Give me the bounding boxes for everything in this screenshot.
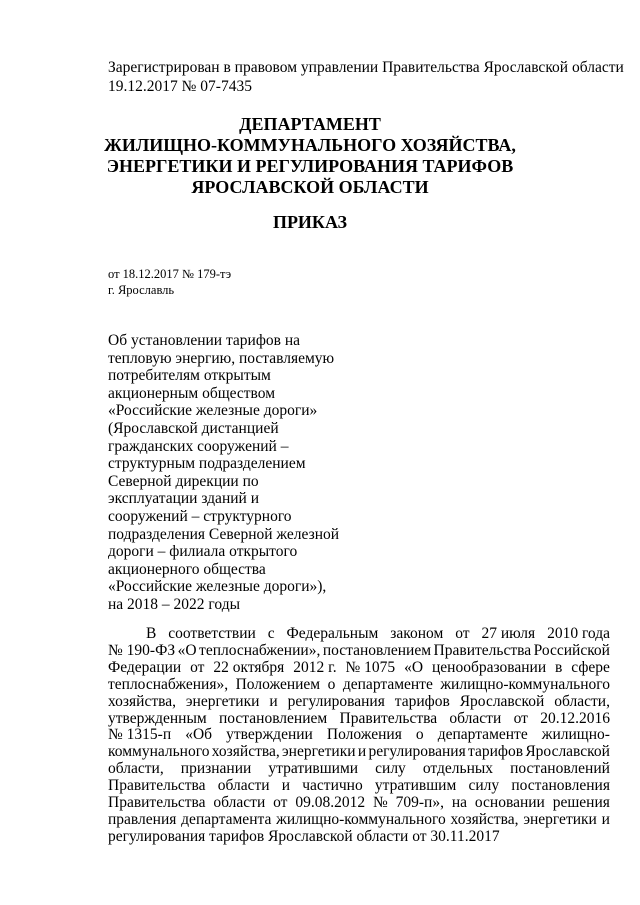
body-word: департаменте [342,675,433,693]
registration-line-2: 19.12.2017 № 07-7435 [108,78,252,95]
subject-line: «Российские железные дороги» [108,402,318,420]
body-word: «О [404,658,424,676]
body-word: тарифов [468,743,524,761]
subject-line: подразделения Северной железной [108,525,340,543]
body-word: сфере [571,658,610,676]
body-word: постановлений [510,760,610,778]
body-line [108,643,610,660]
body-word: хозяйства, [108,692,176,710]
body-word: жилищно-коммунального [276,810,446,828]
subject-line: акционерного общества [108,560,266,578]
body-word: тарифов [394,692,450,710]
body-word: утвержденным [108,709,207,727]
subject-line: Северной дирекции по [108,472,259,490]
subject-line: эксплуатации зданий и [108,490,259,508]
body-word: силу [468,777,500,795]
body-word: от [190,658,205,676]
body-word: от [513,709,528,727]
body-word: о [415,726,424,744]
body-word: Федеральным [286,625,379,642]
body-word: энергетики [185,692,260,710]
body-line [108,677,610,694]
body-word: силу [375,760,406,778]
order-city: г. Ярославль [108,283,175,297]
body-word: решения [552,794,610,812]
body-word: с [267,625,275,642]
order-date-number: от 18.12.2017 № 179-тэ [108,267,232,281]
body-line [108,744,610,761]
body-word: о [327,675,336,693]
department-line: ЯРОСЛАВСКОЙ ОБЛАСТИ [191,177,429,197]
body-word: правления [108,810,177,828]
body-word: Правительства [108,794,206,812]
document-type-title: ПРИКАЗ [272,212,348,232]
body-word: № 190-ФЗ [108,641,176,659]
body-word: 709-п», [395,794,444,812]
body-word: утратившими [268,760,359,778]
body-word: основании [474,794,545,812]
body-word: Российской [533,641,610,659]
body-word: коммунального [108,743,210,761]
body-word: постановления [511,777,610,795]
registration-line-1: Зарегистрирован в правовом управлении Правительства Ярославской области [108,59,624,76]
body-word: и [269,692,278,710]
department-header [100,114,520,198]
body-word: соответствии [168,625,256,642]
body-word: частично [302,777,363,795]
body-word: области, [554,692,610,710]
subject-line: «Российские железные дороги»), [108,578,327,596]
body-line [108,660,610,677]
body-word: регулирования [287,692,385,710]
body-word: постановлением [219,709,328,727]
body-word: теплоснабжении», [199,641,321,659]
department-line: ДЕПАРТАМЕНТ [239,114,381,134]
department-line: ЭНЕРГЕТИКИ И РЕГУЛИРОВАНИЯ ТАРИФОВ [106,156,514,176]
body-word: и [357,743,367,761]
body-word: области [449,709,502,727]
body-word: регулирования [368,743,466,761]
body-word: энергетики [523,810,597,828]
body-word: законом [390,625,444,642]
body-line [108,694,610,711]
body-word: и [601,810,610,828]
subject-line: сооружений – структурного [108,507,292,525]
body-word: отдельных [422,760,494,778]
body-word: постановлением [322,641,432,659]
body-word: 20.12.2016 [540,709,610,727]
body-line [108,727,610,744]
body-line [108,711,610,728]
body-word: «О [177,641,197,659]
registration-note [108,58,624,96]
body-word: хозяйства, [211,743,280,761]
body-line [108,812,610,829]
body-word: регулирования тарифов Ярославской области от 30.11.2017 [108,827,500,845]
body-word: В [146,625,157,642]
body-word: области, [108,760,164,778]
body-line [108,829,610,846]
subject-line: структурным подразделением [108,455,306,473]
body-word: № 1075 [345,658,396,676]
body-word: Правительства [339,709,438,727]
subject-line: Об установлении тарифов на [108,332,301,349]
subject-line: тепловую энергию, поставляемую [108,349,335,367]
body-word: Ярославской [459,692,545,710]
order-meta [108,266,231,298]
body-word: жилищно-коммунального [440,675,610,693]
subject-line: акционерным обществом [108,384,276,402]
body-word: в [555,658,563,676]
body-word: Правительства [108,777,206,795]
body-word: Ярославской [525,743,610,761]
body-word: 22 октября [213,658,285,676]
body-line [108,795,610,812]
subject-line: потребителям открытым [108,367,271,385]
body-word: департаменте [437,726,528,744]
body-word: 27 июля [481,625,536,642]
subject-line: дороги – филиала открытого [108,543,298,561]
body-word: признании [180,760,252,778]
body-word: хозяйства, [450,810,519,828]
body-word: Положением [235,675,321,693]
body-word: 2012 г. [293,658,337,676]
body-word: от [455,625,470,642]
body-word: области [217,777,270,795]
body-word: на [451,794,468,812]
body-word: утратившим [374,777,457,795]
body-word: Федерации [108,658,182,676]
subject-line: гражданских сооружений – [108,437,289,455]
body-word: Правительства [433,641,532,659]
body-word: 2010 года [547,625,610,642]
body-word: области [213,794,266,812]
subject-line: на 2018 – 2022 годы [108,595,240,613]
body-line [108,626,610,643]
body-line [108,761,610,778]
subject-line: (Ярославской дистанцией [108,419,279,437]
department-line: ЖИЛИЩНО-КОММУНАЛЬНОГО ХОЗЯЙСТВА, [104,135,516,155]
body-word: ценообразовании [431,658,547,676]
order-body-paragraph [108,626,610,846]
body-word: департамента [181,810,272,828]
body-word: № 1315-п [108,726,172,744]
body-word: теплоснабжения», [108,675,229,693]
body-line [108,778,610,795]
body-word: 09.08.2012 [295,794,366,812]
order-subject [108,332,339,614]
body-word: и [281,777,291,795]
body-word: от [273,794,288,812]
body-word: Положения [326,726,402,744]
body-word: энергетики [282,743,356,761]
body-word: утверждении [226,726,313,744]
body-word: жилищно- [541,726,610,744]
body-word: «Об [185,726,213,744]
body-word: № [372,794,388,812]
